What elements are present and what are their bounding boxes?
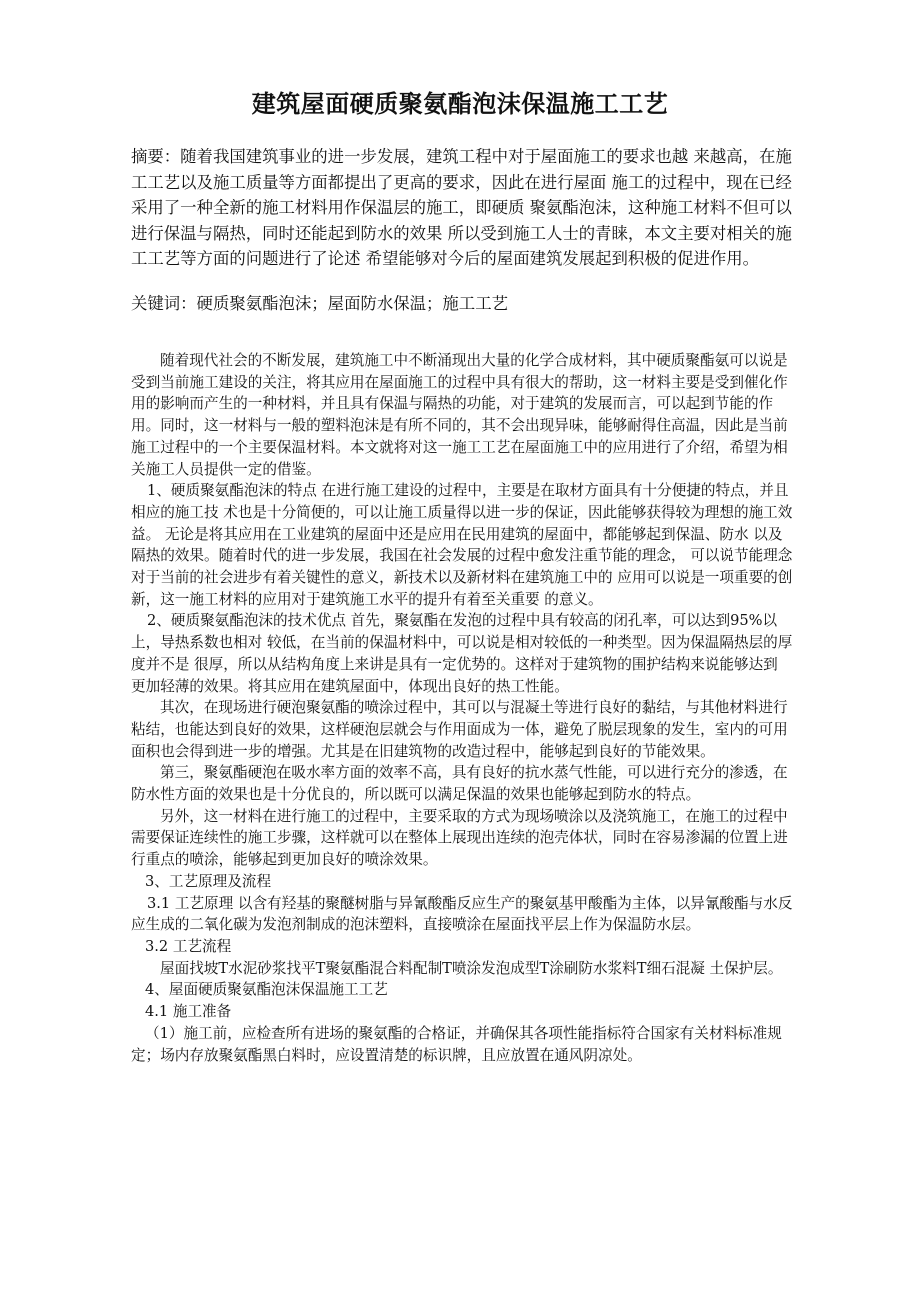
paragraph-second-point: 其次，在现场进行硬泡聚氨酯的喷涂过程中，其可以与混凝土等进行良好的黏结，与其他材料进行粘结，也能达到良好的效果，这样硬泡层就会与作用面成为一体，避免了脱层现象的发生，室内的可用面积也会得到进一步的增强。尤其是在旧建筑物的改造过程中，能够起到良好的节能效果。	[131, 699, 788, 760]
paragraph-intro: 随着现代社会的不断发展，建筑施工中不断涌现出大量的化学合成材料，其中硬质聚酯氨可以说是受到当前施工建设的关注，将其应用在屋面施工的过程中具有很大的帮助，这一材料主要是受到催化作用的影响而产生的一种材料，并且具有保温与隔热的功能，对于建筑的发展而言，可以起到节能的作用。同时，这一材料与一般的塑料泡沫是有所不同的，其不会出现异味，能够耐得住高温，因此是当前施工过程中的一个主要保温材料。本文就将对这一施工工艺在屋面施工中的应用进行了介绍，希望为相关施工人员提供一定的借鉴。	[131, 352, 788, 478]
heading-section-3: 3、工艺原理及流程	[145, 872, 272, 890]
heading-section-3-2: 3.2 工艺流程	[145, 937, 232, 955]
heading-section-4-1: 4.1 施工准备	[145, 1003, 232, 1021]
paragraph-third-point: 第三，聚氨酯硬泡在吸水率方面的效率不高，具有良好的抗水蒸气性能，可以进行充分的渗透，在防水性方面的效果也是十分优良的，所以既可以满足保温的效果也能够起到防水的特点。	[131, 764, 788, 804]
paragraph-process-flow: 屋面找坡T水泥砂浆找平T聚氨酯混合料配制T喷涂发泡成型T涂刷防水浆料T细石混凝 土保护层。	[160, 959, 783, 977]
paragraph-section-1: 1、硬质聚氨酯泡沫的特点 在进行施工建设的过程中，主要是在取材方面具有十分便捷的特点，并且相应的施工技 术也是十分简便的，可以让施工质量得以进一步的保证，因此能够获得较为理想的施工效益。 无论是将其应用在工业建筑的屋面中还是应用在民用建筑的屋面中，都能够起到保温、防水 以及隔热的效果。随着时代的进一步发展，我国在社会发展的过程中愈发注重节能的理念， 可以说节能理念对于当前的社会进步有着关键性的意义，新技术以及新材料在建筑施工中的 应用可以说是一项重要的创新，这一施工材料的应用对于建筑施工水平的提升有着至关重要 的意义。	[131, 482, 793, 608]
paragraph-section-3-1: 3.1 工艺原理 以含有羟基的聚醚树脂与异氰酸酯反应生产的聚氨基甲酸酯为主体，以异氰酸酯与水反 应生成的二氧化碳为发泡剂制成的泡沫塑料，直接喷涂在屋面找平层上作为保温防水层。	[131, 894, 793, 934]
paragraph-section-2: 2、硬质聚氨酯泡沫的技术优点 首先，聚氨酯在发泡的过程中具有较高的闭孔率，可以达到95%以上，导热系数也相对 较低，在当前的保温材料中，可以说是相对较低的一种类型。因为保温隔热层的厚度并不是 很厚，所以从结构角度上来讲是具有一定优势的。这样对于建筑物的围护结构来说能够达到 更加轻薄的效果。将其应用在建筑屋面中，体现出良好的热工性能。	[131, 612, 793, 695]
keywords-line: 关键词：硬质聚氨酯泡沫；屋面防水保温；施工工艺	[131, 294, 508, 313]
document-title: 建筑屋面硬质聚氨酯泡沫保温施工工艺	[251, 89, 669, 118]
heading-section-4: 4、屋面硬质聚氨酯泡沫保温施工工艺	[145, 981, 388, 999]
body-text	[131, 350, 796, 1066]
paragraph-preparation-1: （1）施工前，应检查所有进场的聚氨酯的合格证，并确保其各项性能指标符合国家有关材料标准规定；场内存放聚氨酯黑白料时，应设置清楚的标识牌，且应放置在通风阴凉处。	[131, 1024, 782, 1064]
paragraph-additional-point: 另外，这一材料在进行施工的过程中，主要采取的方式为现场喷涂以及浇筑施工，在施工的过程中需要保证连续性的施工步骤，这样就可以在整体上展现出连续的泡壳体状，同时在容易渗漏的位置上进行重点的喷涂，能够起到更加良好的喷涂效果。	[131, 807, 788, 869]
abstract-text: 摘要：随着我国建筑事业的进一步发展，建筑工程中对于屋面施工的要求也越 来越高，在施工工艺以及施工质量等方面都提出了更高的要求，因此在进行屋面 施工的过程中，现在已经采用了一种全新的施工材料用作保温层的施工，即硬质 聚氨酯泡沫，这种施工材料不但可以进行保温与隔热，同时还能起到防水的效果 所以受到施工人士的青睐，本文主要对相关的施工工艺等方面的问题进行了论述 希望能够对今后的屋面建筑发展起到积极的促进作用。	[131, 147, 792, 268]
